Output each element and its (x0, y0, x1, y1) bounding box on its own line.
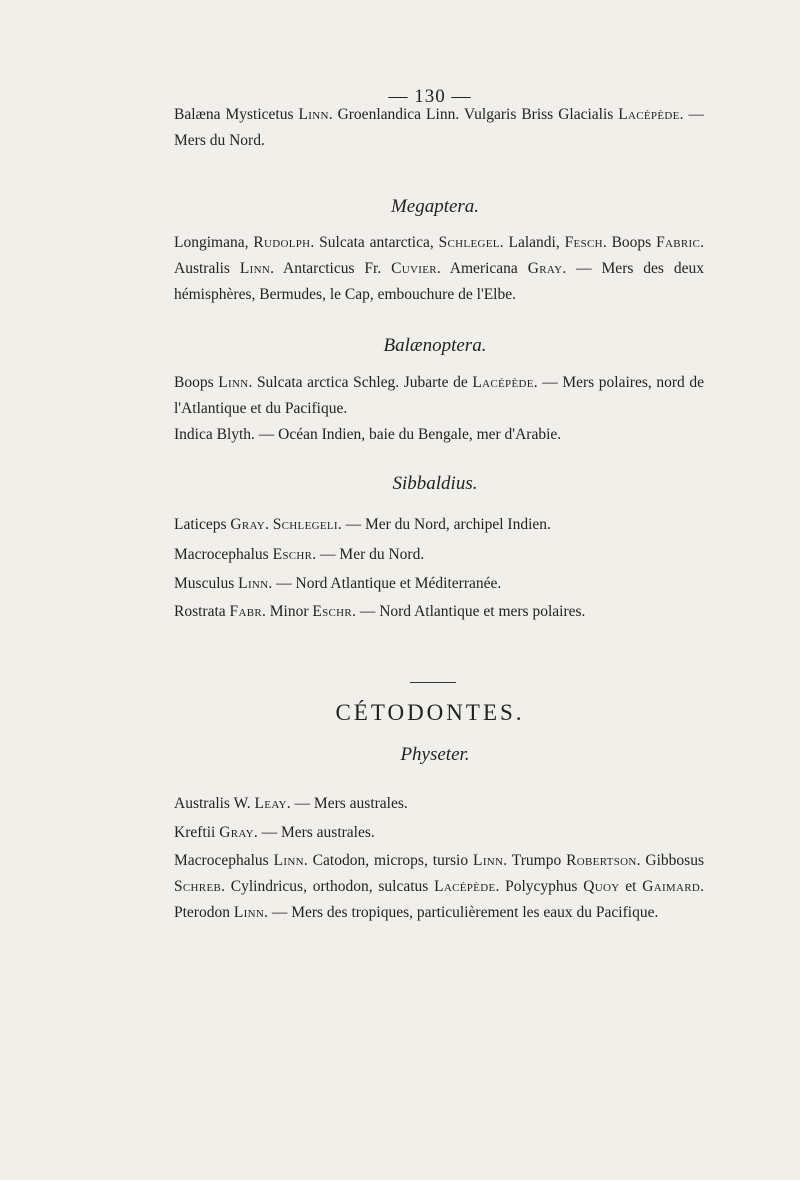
entry-balaena-mysticetus: Balæna Mysticetus Linn. Groenlandica Linn. Vulgaris Briss Glacialis Lacépède. — Mers du Nord. (174, 106, 704, 149)
genus-title-sibbaldius: Sibbaldius. (392, 473, 478, 494)
section-divider (410, 682, 456, 683)
entry-sibbaldius-macrocephalus: Macrocephalus Eschr. — Mer du Nord. (174, 546, 425, 563)
order-title-cetodontes: CÉTODONTES. (335, 700, 525, 725)
entry-balaenoptera-boops: Boops Linn. Sulcata arctica Schleg. Jubarte de Lacépède. — Mers polaires, nord de l'Atlantique et du Pacifique. (174, 374, 704, 417)
entry-physeter-kreftii: Kreftii Gray. — Mers australes. (174, 824, 375, 841)
entry-sibbaldius-rostrata: Rostrata Fabr. Minor Eschr. — Nord Atlantique et mers polaires. (174, 603, 586, 620)
genus-title-physeter: Physeter. (400, 744, 470, 765)
genus-title-balaenoptera: Balænoptera. (383, 335, 487, 356)
entry-physeter-australis: Australis W. Leay. — Mers australes. (174, 795, 408, 812)
entry-physeter-macrocephalus: Macrocephalus Linn. Catodon, microps, tursio Linn. Trumpo Robertson. Gibbosus Schreb. Cylindricus, orthodon, sulcatus Lacépède. Polycyphus Quoy et Gaimard. Pterodon Linn. — Mers des tropiques, particulièrement les eaux du Pacifique. (174, 852, 705, 921)
entry-megaptera: Longimana, Rudolph. Sulcata antarctica, Schlegel. Lalandi, Fesch. Boops Fabric. Australis Linn. Antarcticus Fr. Cuvier. Americana Gray. — Mers des deux hémisphères, Bermudes, le Cap, embouchure de l'Elbe. (174, 234, 705, 303)
genus-title-megaptera: Megaptera. (390, 196, 480, 217)
page-number: — 130 — (388, 86, 472, 107)
entry-sibbaldius-musculus: Musculus Linn. — Nord Atlantique et Méditerranée. (174, 575, 502, 592)
entry-balaenoptera-indica: Indica Blyth. — Océan Indien, baie du Bengale, mer d'Arabie. (174, 426, 562, 443)
entry-sibbaldius-laticeps: Laticeps Gray. Schlegeli. — Mer du Nord, archipel Indien. (174, 516, 551, 533)
